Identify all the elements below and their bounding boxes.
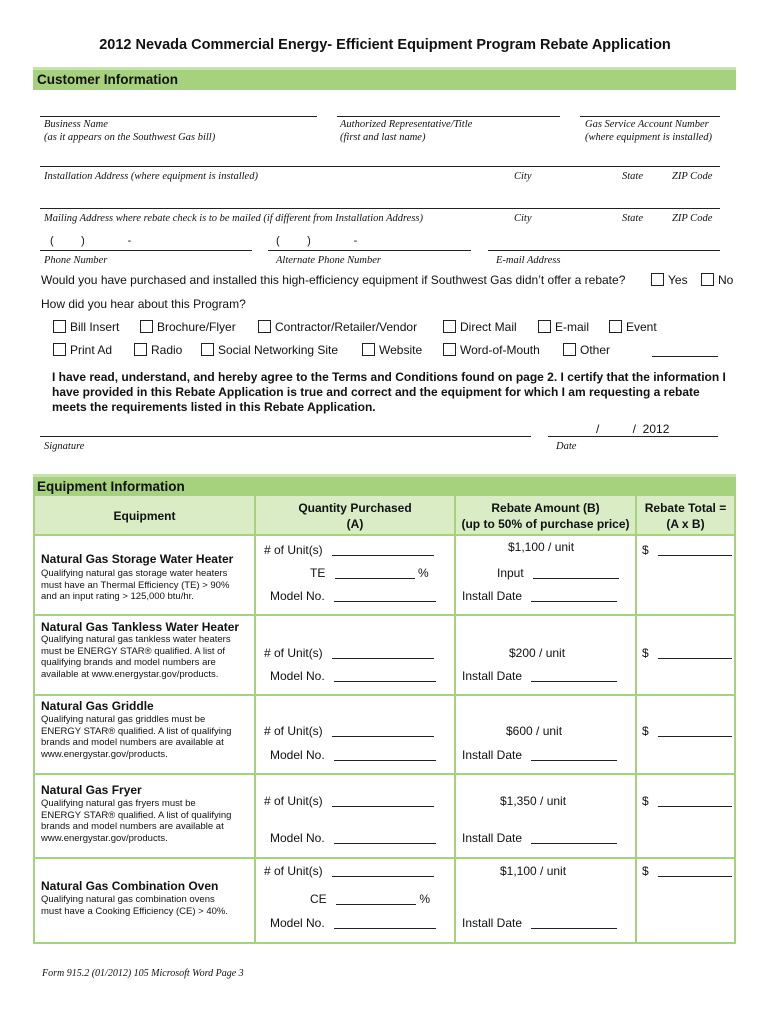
- installation-address-label: Installation Address (where equipment is installed): [44, 171, 258, 182]
- installation-address-field[interactable]: [40, 166, 720, 167]
- rebate-rate: $200 / unit: [509, 646, 566, 660]
- authorized-rep-field[interactable]: [337, 116, 560, 117]
- col-quantity-header: Quantity Purchased (A): [298, 501, 412, 531]
- units-field[interactable]: # of Unit(s): [264, 543, 434, 557]
- option-radio[interactable]: Radio: [134, 343, 182, 357]
- option-contractor[interactable]: Contractor/Retailer/Vendor: [258, 320, 417, 334]
- customer-info-heading: Customer Information: [37, 72, 179, 87]
- equipment-name: Natural Gas Fryer: [41, 783, 142, 797]
- contractor-checkbox[interactable]: [258, 320, 271, 333]
- rebate-total-field[interactable]: $: [642, 543, 732, 557]
- rebate-rate: $600 / unit: [506, 724, 563, 738]
- signature-label: Signature: [44, 441, 85, 452]
- page-title: 2012 Nevada Commercial Energy- Efficient Equipment Program Rebate Application: [99, 37, 671, 53]
- social-networking-checkbox[interactable]: [201, 343, 214, 356]
- install-date-field[interactable]: Install Date: [462, 748, 617, 762]
- mailing-city-label: City: [514, 213, 532, 224]
- option-event[interactable]: Event: [609, 320, 657, 334]
- option-word-of-mouth[interactable]: Word-of-Mouth: [443, 343, 540, 357]
- option-social-networking[interactable]: Social Networking Site: [201, 343, 338, 357]
- install-date-field[interactable]: Install Date: [462, 916, 617, 930]
- other-checkbox[interactable]: [563, 343, 576, 356]
- model-field[interactable]: Model No.: [270, 916, 436, 930]
- gas-account-field[interactable]: [580, 116, 720, 117]
- word-of-mouth-checkbox[interactable]: [443, 343, 456, 356]
- customer-info-header: [33, 67, 736, 90]
- install-state-label: State: [622, 171, 643, 182]
- no-checkbox[interactable]: [701, 273, 714, 286]
- option-direct-mail[interactable]: Direct Mail: [443, 320, 517, 334]
- model-field[interactable]: Model No.: [270, 669, 436, 683]
- units-field[interactable]: # of Unit(s): [264, 794, 434, 808]
- install-date-field[interactable]: Install Date: [462, 589, 617, 603]
- ce-field[interactable]: CE %: [310, 892, 431, 906]
- install-zip-label: ZIP Code: [672, 171, 713, 182]
- equipment-description: Qualifying natural gas storage water heaters must have an Thermal Efficiency (TE) > 90% and an input rating > 125,000 btu/hr.: [41, 568, 230, 602]
- option-website[interactable]: Website: [362, 343, 422, 357]
- install-date-field[interactable]: Install Date: [462, 831, 617, 845]
- phone-template: ( ) -: [50, 235, 132, 247]
- rebate-rate: $1,100 / unit: [508, 540, 575, 554]
- col-rebate-amount-header: Rebate Amount (B) (up to 50% of purchase price): [461, 501, 630, 531]
- brochure-checkbox[interactable]: [140, 320, 153, 333]
- other-field[interactable]: [652, 356, 718, 357]
- rebate-rate: $1,350 / unit: [500, 794, 567, 808]
- rebate-total-field[interactable]: $: [642, 724, 732, 738]
- alt-phone-field[interactable]: [268, 250, 471, 251]
- equipment-name: Natural Gas Storage Water Heater: [41, 552, 234, 566]
- rebate-total-field[interactable]: $: [642, 794, 732, 808]
- equipment-name: Natural Gas Tankless Water Heater: [41, 620, 240, 634]
- mailing-zip-label: ZIP Code: [672, 213, 713, 224]
- date-field[interactable]: [548, 436, 718, 437]
- col-equipment-header: Equipment: [113, 509, 176, 523]
- gas-account-label: Gas Service Account Number (where equipment is installed): [585, 119, 713, 143]
- alt-phone-label: Alternate Phone Number: [276, 255, 381, 266]
- model-field[interactable]: Model No.: [270, 831, 436, 845]
- option-print-ad[interactable]: Print Ad: [53, 343, 112, 357]
- form-footer: Form 915.2 (01/2012) 105 Microsoft Word Page 3: [42, 968, 244, 979]
- no-option[interactable]: No: [701, 273, 733, 287]
- equipment-description: Qualifying natural gas combination ovens must have a Cooking Efficiency (CE) > 40%.: [41, 894, 229, 917]
- email-label: E-mail Address: [496, 255, 561, 266]
- event-checkbox[interactable]: [609, 320, 622, 333]
- units-field[interactable]: # of Unit(s): [264, 864, 434, 878]
- phone-label: Phone Number: [44, 255, 108, 266]
- signature-field[interactable]: [40, 436, 531, 437]
- rebate-total-field[interactable]: $: [642, 646, 732, 660]
- business-name-field[interactable]: [40, 116, 317, 117]
- option-brochure[interactable]: Brochure/Flyer: [140, 320, 236, 334]
- option-email[interactable]: E-mail: [538, 320, 589, 334]
- col-rebate-total-header: Rebate Total = (A x B): [644, 501, 727, 531]
- option-bill-insert[interactable]: Bill Insert: [53, 320, 119, 334]
- rebate-total-field[interactable]: $: [642, 864, 732, 878]
- equipment-description: Qualifying natural gas tankless water heaters must be ENERGY STAR® qualified. A list of qualifying brands and model numbers are available at www.energystar.gov/products.: [41, 634, 231, 680]
- date-label: Date: [556, 441, 577, 452]
- hear-question: How did you hear about this Program?: [41, 297, 246, 311]
- email-checkbox[interactable]: [538, 320, 551, 333]
- yes-checkbox[interactable]: [651, 273, 664, 286]
- install-date-field[interactable]: Install Date: [462, 669, 617, 683]
- print-ad-checkbox[interactable]: [53, 343, 66, 356]
- yes-option[interactable]: Yes: [651, 273, 688, 287]
- direct-mail-checkbox[interactable]: [443, 320, 456, 333]
- certification-text: I have read, understand, and hereby agree to the Terms and Conditions found on page 2. I certify that the information I have provided in this Rebate Application is true and correct and the equipment for which I am requesting a rebate meets the requirements listed in this Rebate Application.: [52, 370, 726, 414]
- business-name-label: Business Name (as it appears on the Southwest Gas bill): [44, 119, 216, 143]
- alt-phone-template: ( ) -: [276, 235, 358, 247]
- authorized-rep-label: Authorized Representative/Title (first and last name): [340, 119, 473, 143]
- install-city-label: City: [514, 171, 532, 182]
- bill-insert-checkbox[interactable]: [53, 320, 66, 333]
- input-field[interactable]: Input: [497, 566, 619, 580]
- rebate-question: Would you have purchased and installed this high-efficiency equipment if Southwest Gas didn’t offer a rebate?: [41, 273, 626, 287]
- mailing-address-field[interactable]: [40, 208, 720, 209]
- website-checkbox[interactable]: [362, 343, 375, 356]
- units-field[interactable]: # of Unit(s): [264, 724, 434, 738]
- email-field[interactable]: [488, 250, 720, 251]
- date-template: / / 2012: [596, 422, 670, 436]
- mailing-address-label: Mailing Address where rebate check is to be mailed (if different from Installation Address): [44, 213, 424, 224]
- option-other[interactable]: Other: [563, 343, 610, 357]
- equipment-name: Natural Gas Combination Oven: [41, 879, 219, 893]
- model-field[interactable]: Model No.: [270, 589, 436, 603]
- phone-field[interactable]: [40, 250, 252, 251]
- equipment-description: Qualifying natural gas fryers must be ENERGY STAR® qualified. A list of qualifying brands and model numbers are available at www.energystar.gov/products.: [41, 798, 232, 844]
- rebate-rate: $1,100 / unit: [500, 864, 567, 878]
- units-field[interactable]: # of Unit(s): [264, 646, 434, 660]
- mailing-state-label: State: [622, 213, 643, 224]
- model-field[interactable]: Model No.: [270, 748, 436, 762]
- equipment-name: Natural Gas Griddle: [41, 699, 154, 713]
- te-field[interactable]: TE %: [310, 566, 429, 580]
- equipment-info-heading: Equipment Information: [37, 479, 185, 494]
- radio-checkbox[interactable]: [134, 343, 147, 356]
- equipment-description: Qualifying natural gas griddles must be ENERGY STAR® qualified. A list of qualifying brands and model numbers are available at www.energystar.gov/products.: [41, 714, 232, 760]
